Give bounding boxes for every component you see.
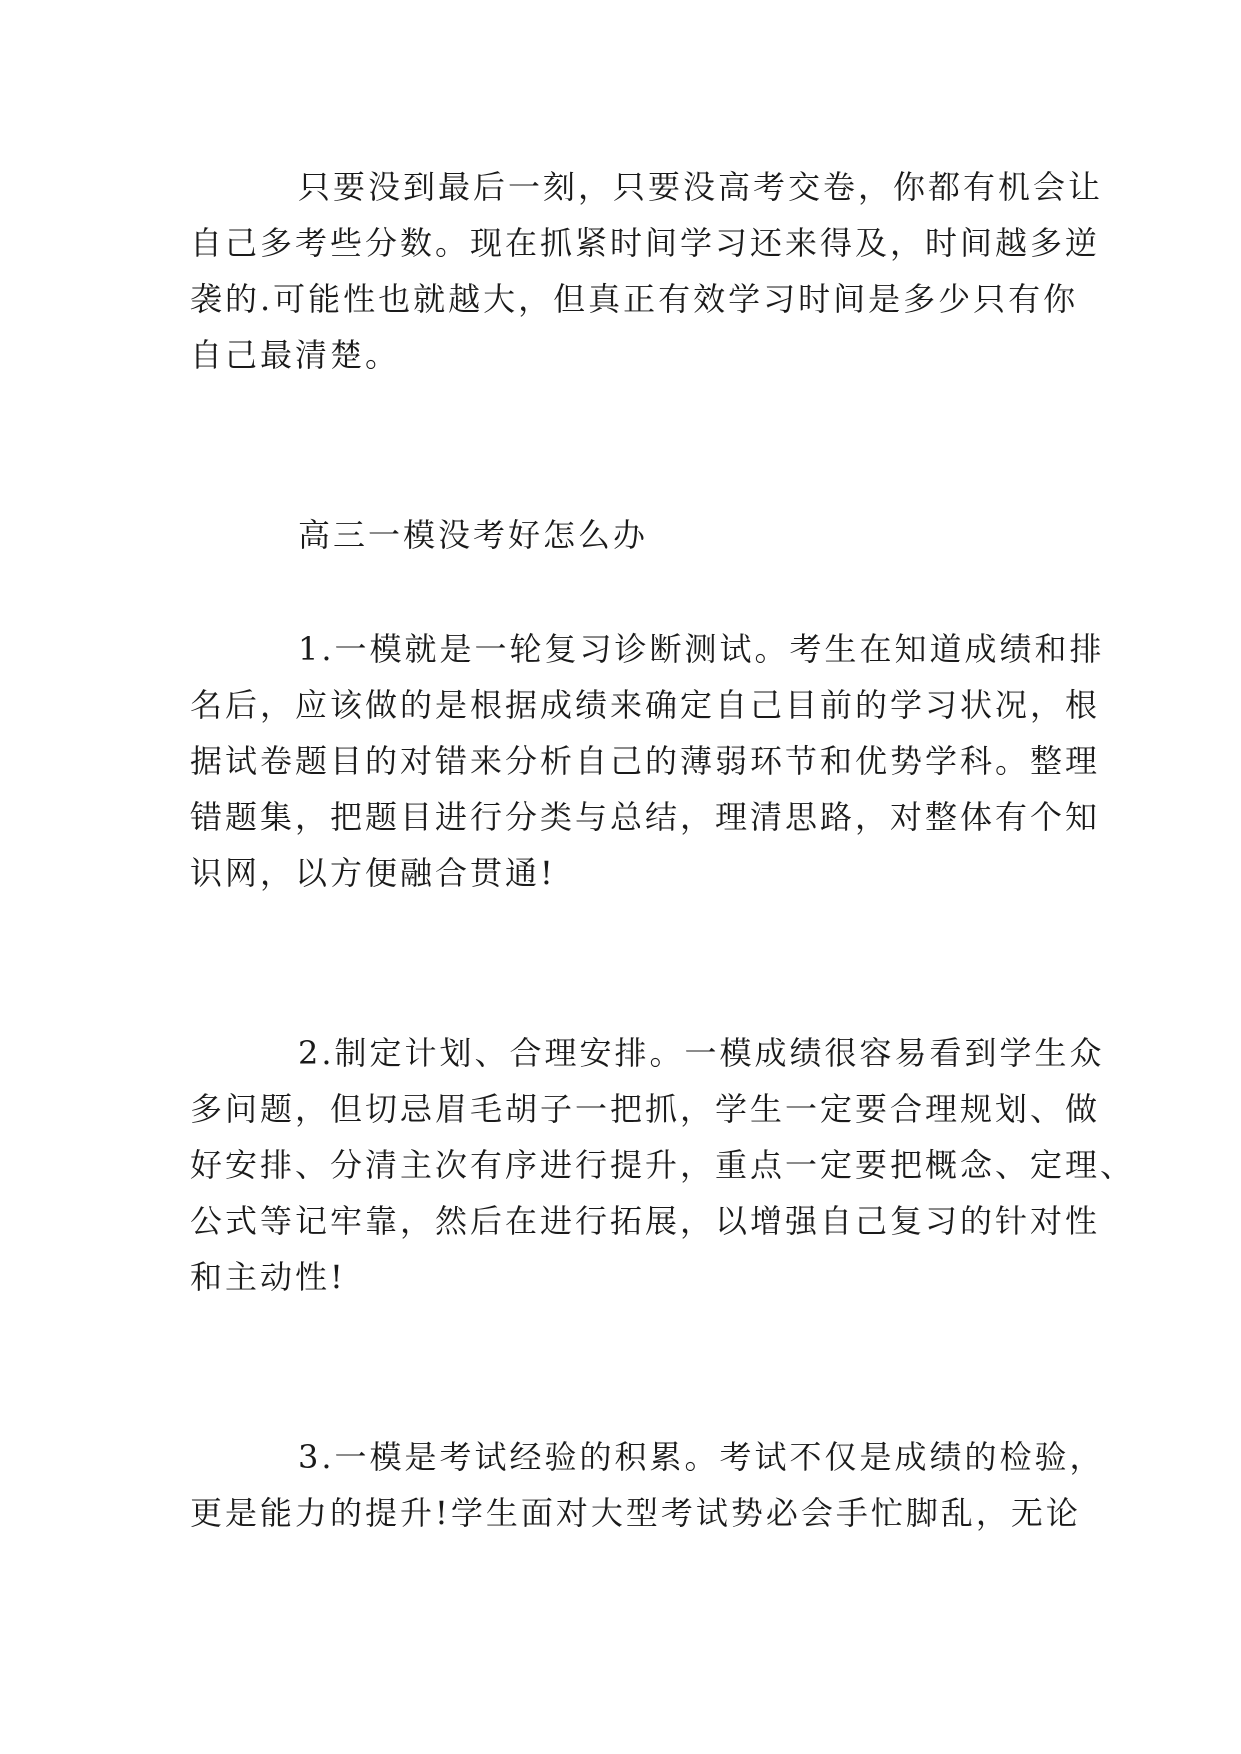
paragraph-line: 只要没到最后一刻，只要没高考交卷，你都有机会让 bbox=[298, 168, 1104, 206]
paragraph-line: 据试卷题目的对错来分析自己的薄弱环节和优势学科。整理 bbox=[190, 742, 1101, 780]
paragraph-line: 袭的.可能性也就越大，但真正有效学习时间是多少只有你 bbox=[190, 280, 1079, 318]
paragraph-line: 错题集，把题目进行分类与总结，理清思路，对整体有个知 bbox=[190, 798, 1101, 836]
paragraph-line: 2.制定计划、合理安排。一模成绩很容易看到学生众 bbox=[298, 1034, 1105, 1072]
paragraph-line: 公式等记牢靠，然后在进行拓展，以增强自己复习的针对性 bbox=[190, 1202, 1101, 1240]
paragraph-line: 识网，以方便融合贯通! bbox=[190, 854, 556, 892]
paragraph-line: 1.一模就是一轮复习诊断测试。考生在知道成绩和排 bbox=[298, 630, 1105, 668]
paragraph-line: 多问题，但切忌眉毛胡子一把抓，学生一定要合理规划、做 bbox=[190, 1090, 1101, 1128]
item-3-paragraph bbox=[190, 1429, 1105, 1541]
item-2-paragraph bbox=[190, 1025, 1136, 1305]
intro-paragraph bbox=[190, 159, 1104, 383]
item-1-paragraph bbox=[190, 621, 1105, 901]
section-heading: 高三一模没考好怎么办 bbox=[298, 516, 649, 554]
paragraph-line: 和主动性! bbox=[190, 1258, 346, 1296]
paragraph-line: 好安排、分清主次有序进行提升，重点一定要把概念、定理、 bbox=[190, 1146, 1136, 1184]
paragraph-line: 3.一模是考试经验的积累。考试不仅是成绩的检验， bbox=[298, 1438, 1105, 1476]
paragraph-line: 更是能力的提升!学生面对大型考试势必会手忙脚乱，无论 bbox=[190, 1494, 1081, 1532]
paragraph-line: 自己最清楚。 bbox=[190, 336, 401, 374]
paragraph-line: 自己多考些分数。现在抓紧时间学习还来得及，时间越多逆 bbox=[190, 224, 1101, 262]
paragraph-line: 名后，应该做的是根据成绩来确定自己目前的学习状况，根 bbox=[190, 686, 1101, 724]
